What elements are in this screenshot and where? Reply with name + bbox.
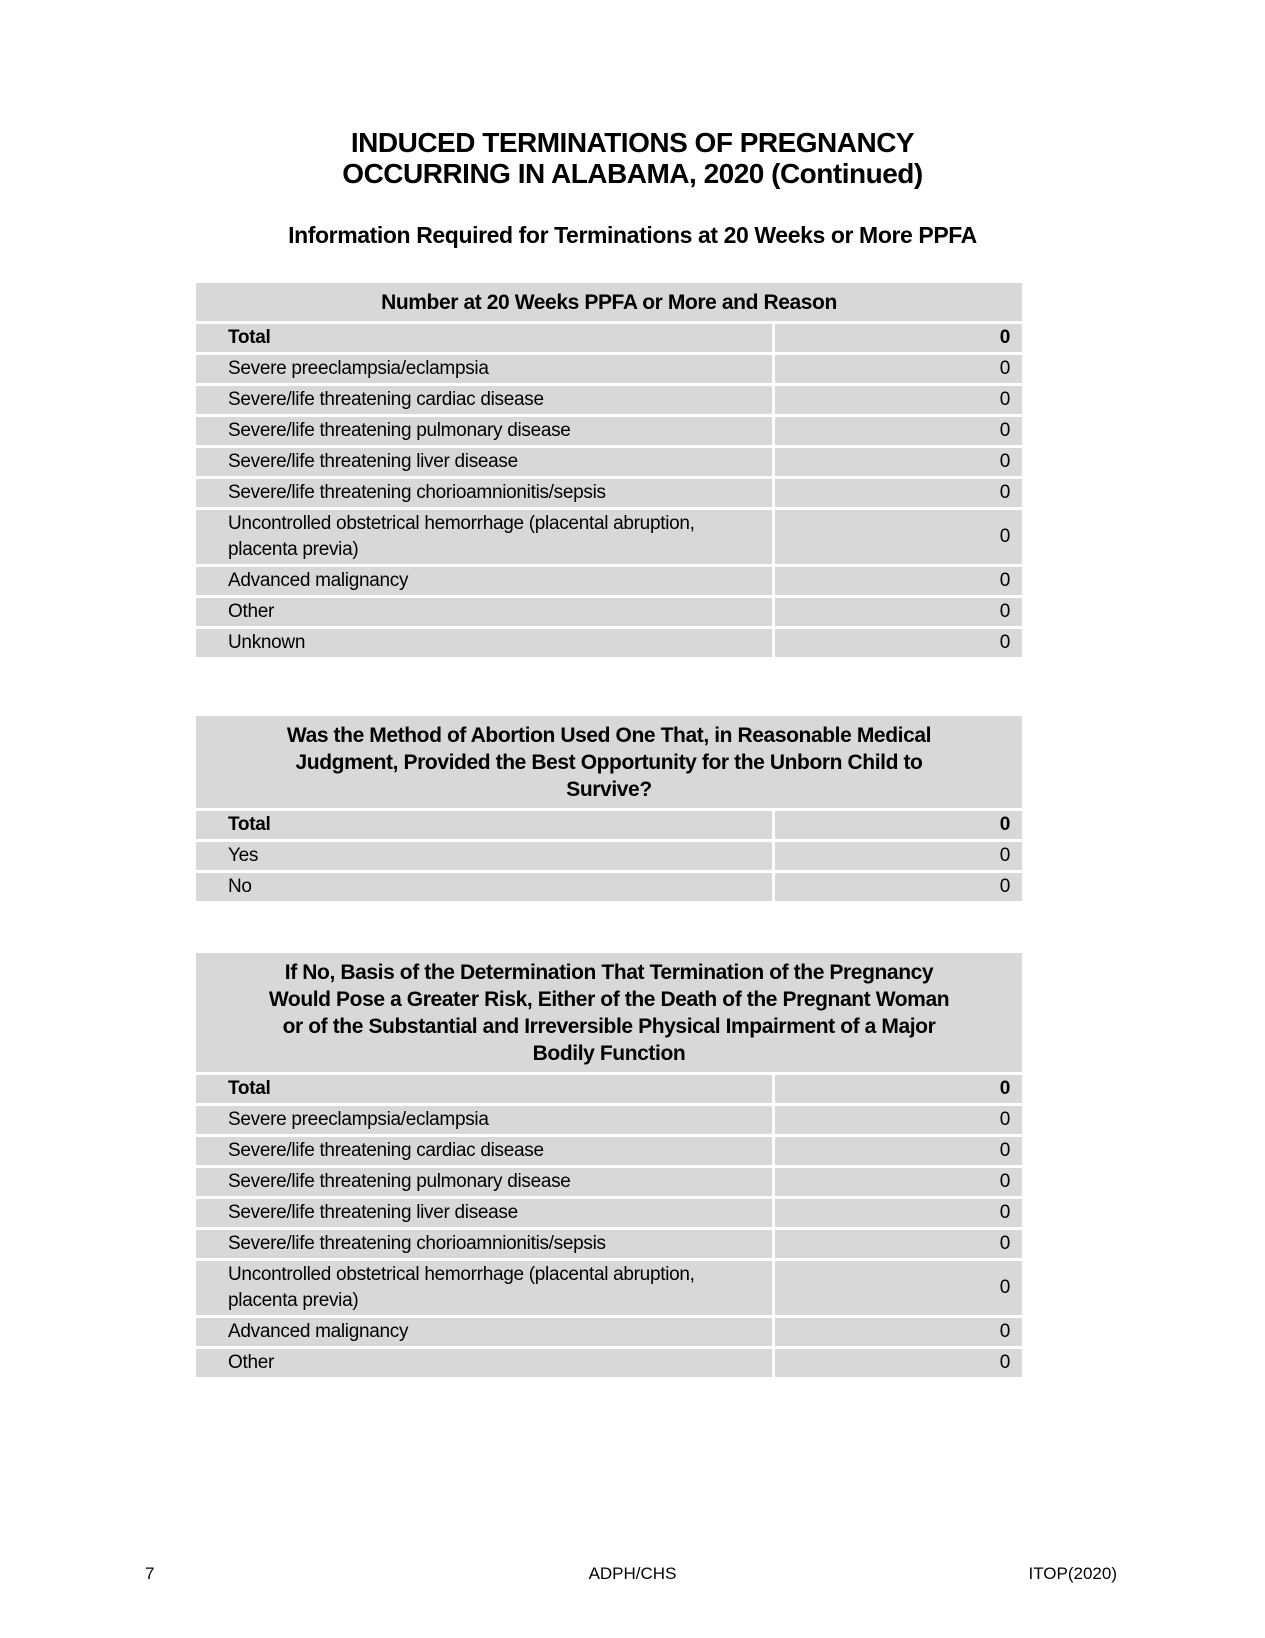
table-row xyxy=(196,1106,1022,1134)
table-row xyxy=(196,598,1022,626)
table-row xyxy=(196,417,1022,445)
row-label: Severe/life threatening pulmonary disease xyxy=(228,1171,571,1192)
row-label: Severe/life threatening liver disease xyxy=(228,451,518,472)
table-row xyxy=(196,629,1022,657)
table-row xyxy=(196,324,1022,352)
table-header-line: If No, Basis of the Determination That Termination of the Pregnancy xyxy=(284,961,934,984)
row-value: 0 xyxy=(772,598,1022,626)
table-rows xyxy=(196,811,1022,901)
row-value: 0 xyxy=(772,629,1022,657)
row-label: Severe/life threatening liver disease xyxy=(228,1202,518,1223)
row-label: Severe/life threatening cardiac disease xyxy=(228,389,544,410)
table-header-line: Would Pose a Greater Risk, Either of the Death of the Pregnant Woman xyxy=(268,988,950,1011)
row-value: 0 xyxy=(772,1349,1022,1377)
row-label: No xyxy=(228,876,252,897)
row-value: 0 xyxy=(772,479,1022,507)
row-value: 0 xyxy=(772,1230,1022,1258)
table-row xyxy=(196,811,1022,839)
row-label: Unknown xyxy=(228,632,306,653)
row-label: Severe preeclampsia/eclampsia xyxy=(228,358,489,379)
table-rows xyxy=(196,1075,1022,1377)
table-rows xyxy=(196,324,1022,657)
page-title-line-1: INDUCED TERMINATIONS OF PREGNANCY xyxy=(350,127,915,158)
row-value: 0 xyxy=(772,1261,1022,1315)
row-label: Total xyxy=(228,1078,271,1099)
row-value: 0 xyxy=(772,1137,1022,1165)
row-value: 0 xyxy=(772,448,1022,476)
row-label: Uncontrolled obstetrical hemorrhage (placental abruption, placenta previa) xyxy=(228,513,695,560)
table-row xyxy=(196,510,1022,564)
row-value: 0 xyxy=(772,811,1022,839)
table-row xyxy=(196,1349,1022,1377)
table-row xyxy=(196,873,1022,901)
table-row xyxy=(196,355,1022,383)
page-subtitle: Information Required for Terminations at 20 Weeks or More PPFA xyxy=(288,222,977,248)
table-header xyxy=(196,283,1022,321)
footer-center-label: ADPH/CHS xyxy=(588,1564,677,1583)
row-value: 0 xyxy=(772,1168,1022,1196)
table-header-line: Was the Method of Abortion Used One That, in Reasonable Medical xyxy=(286,724,932,747)
table-header-line: Survive? xyxy=(566,778,652,801)
footer-page-number: 7 xyxy=(145,1564,155,1583)
row-value: 0 xyxy=(772,842,1022,870)
table-row xyxy=(196,842,1022,870)
row-value: 0 xyxy=(772,873,1022,901)
row-label: Yes xyxy=(228,845,259,866)
page-footer xyxy=(0,1564,1265,1588)
row-value: 0 xyxy=(772,567,1022,595)
table-header-line: Judgment, Provided the Best Opportunity for the Unborn Child to xyxy=(295,751,923,774)
row-label: Severe preeclampsia/eclampsia xyxy=(228,1109,489,1130)
row-value: 0 xyxy=(772,417,1022,445)
row-value: 0 xyxy=(772,1318,1022,1346)
row-value: 0 xyxy=(772,1075,1022,1103)
table-row xyxy=(196,1199,1022,1227)
row-label: Severe/life threatening pulmonary disease xyxy=(228,420,571,441)
row-label: Severe/life threatening chorioamnionitis/sepsis xyxy=(228,482,606,503)
table-row xyxy=(196,448,1022,476)
row-value: 0 xyxy=(772,324,1022,352)
table-header xyxy=(196,716,1022,808)
table-header xyxy=(196,953,1022,1072)
table-row xyxy=(196,386,1022,414)
table-row xyxy=(196,1137,1022,1165)
table-row xyxy=(196,479,1022,507)
row-label: Other xyxy=(228,601,275,622)
table-row xyxy=(196,1230,1022,1258)
table-basis-of-determination xyxy=(196,953,1022,1380)
table-header-line: Bodily Function xyxy=(532,1042,686,1065)
table-row xyxy=(196,1075,1022,1103)
page-title xyxy=(0,127,1265,189)
row-label: Severe/life threatening cardiac disease xyxy=(228,1140,544,1161)
table-row xyxy=(196,1261,1022,1315)
table-row xyxy=(196,1168,1022,1196)
footer-right-label: ITOP(2020) xyxy=(1028,1564,1117,1583)
table-method-best-opportunity xyxy=(196,716,1022,904)
row-value: 0 xyxy=(772,355,1022,383)
row-label: Total xyxy=(228,327,271,348)
row-label: Uncontrolled obstetrical hemorrhage (placental abruption, placenta previa) xyxy=(228,1264,695,1311)
row-value: 0 xyxy=(772,510,1022,564)
row-value: 0 xyxy=(772,1106,1022,1134)
row-label: Advanced malignancy xyxy=(228,570,409,591)
table-header-line: Number at 20 Weeks PPFA or More and Reason xyxy=(381,291,837,314)
row-label: Advanced malignancy xyxy=(228,1321,409,1342)
row-value: 0 xyxy=(772,386,1022,414)
row-label: Severe/life threatening chorioamnionitis/sepsis xyxy=(228,1233,606,1254)
row-value: 0 xyxy=(772,1199,1022,1227)
table-reason-at-20-weeks xyxy=(196,283,1022,660)
row-label: Other xyxy=(228,1352,275,1373)
table-row xyxy=(196,567,1022,595)
page-title-line-2: OCCURRING IN ALABAMA, 2020 (Continued) xyxy=(342,158,923,189)
table-row xyxy=(196,1318,1022,1346)
table-header-line: or of the Substantial and Irreversible Physical Impairment of a Major xyxy=(282,1015,936,1038)
row-label: Total xyxy=(228,814,271,835)
